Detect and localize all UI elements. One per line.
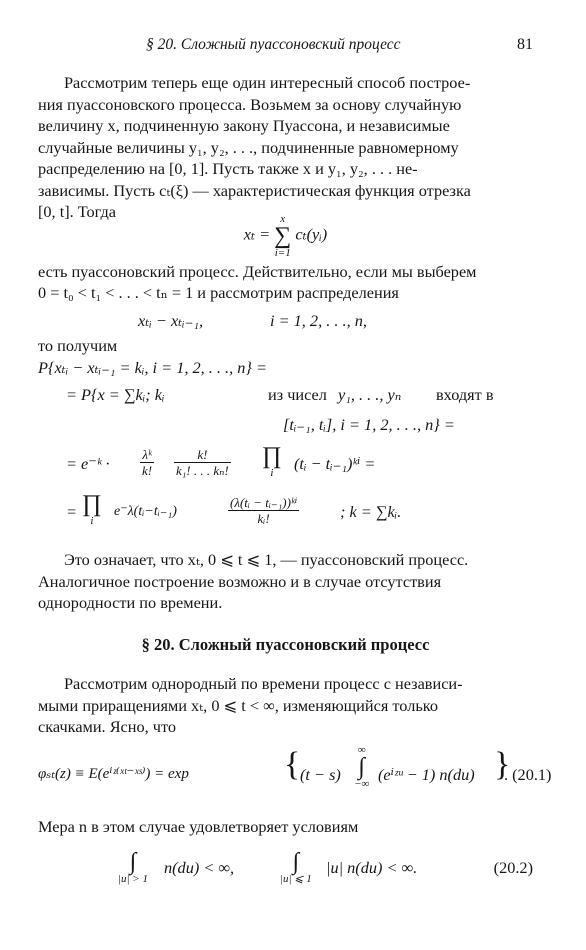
text-line: однородности по времени. [38,593,223,612]
distribution-line-5-exp: e⁻λ(tᵢ−tᵢ₋₁) [114,504,177,519]
integral-operator [118,851,148,885]
text-line: скачками. Ясно, что [38,717,177,736]
product-operator [82,493,102,527]
increments-expr: xₜᵢ − xₜᵢ₋₁, [138,310,204,330]
distribution-line-1: P{xₜᵢ − xₜᵢ₋₁ = kᵢ, i = 1, 2, . . ., n} = [38,357,267,377]
fraction-numerator: (λ(tᵢ − tᵢ₋₁))ᵏⁱ [230,495,298,510]
text-line: распределению на [0, 1]. Пусть также x и y₁, y₂, . . . не- [38,159,418,178]
paragraph-compound [38,673,533,738]
text-line: мыми приращениями xₜ, 0 ⩽ t < ∞, изменяющийся только [38,695,438,715]
distribution-line-4-tail: (tᵢ − tᵢ₋₁)ᵏⁱ = [294,454,376,473]
text-line: случайные величины y₁, y₂, . . ., подчиненные равномерному [38,137,459,157]
integral-operator [280,851,312,885]
fraction-numerator: k! [174,447,231,463]
integral-symbol: ∫ [129,849,137,875]
fraction-numerator: λᵏ [140,447,154,463]
integral-lower-limit: −∞ [354,777,370,790]
text-line: Рассмотрим теперь еще один интересный способ построе- [64,73,471,92]
eq201-lhs: φₛₜ(z) ≡ E(eⁱᶻ⁽ˣᵗ⁻ˣˢ⁾) = exp [38,765,189,782]
distribution-line-4 [38,443,533,481]
equation-increments [38,310,533,332]
distribution-line-5-tail: ; k = ∑kᵢ. [340,502,402,521]
integral-domain: |u| ⩽ 1 [280,873,312,885]
pi-symbol: ∏ [262,443,282,469]
text-line: [0, t]. Тогда [38,202,117,221]
distribution-line-2-formula: = P{x = ∑kᵢ; kᵢ [66,385,165,404]
integral-domain: |u| > 1 [118,873,148,885]
equation-sum-term: cₜ(yᵢ) [295,224,328,244]
text-line: то получим [38,336,118,355]
right-brace: } [494,745,511,783]
equation-20-1 [38,743,552,806]
text-line: есть пуассоновский процесс. Действительно, если мы выберем [38,261,477,281]
fraction-denominator: k₁! . . . kₙ! [176,463,229,478]
distribution-line-4-exp: = e⁻ᵏ · [66,454,110,473]
equation-20-2 [38,851,533,899]
distribution-line-5-head: = [66,502,77,521]
text-line: зависимы. Пусть cₜ(ξ) — характеристическая функция отрезка [38,180,471,200]
product-operator [262,445,282,479]
left-brace: { [284,745,301,783]
text-line: 0 = t₀ < t₁ < . . . < tₙ = 1 и рассмотрим распределения [38,283,399,302]
running-header [38,34,533,60]
eq201-inner-b: (eⁱᶻᵘ − 1) n(du) [378,764,475,784]
paragraph-poisson [38,261,533,304]
fraction-poisson-term [228,495,299,526]
equation-sum-lhs: xₜ = [243,224,271,244]
text-line: Это означает, что xₜ, 0 ⩽ t ⩽ 1, — пуассоновский процесс. [64,550,469,569]
product-index: i [90,515,94,527]
integral-symbol: ∫ [358,753,365,780]
sum-upper-limit: x [280,212,286,225]
page-number: 81 [517,36,533,53]
distribution-line-2-vars: y₁, . . ., yₙ [338,385,402,404]
text-line: ния пуассоновского процесса. Возьмем за основу случайную [38,94,462,114]
eq202-first-integrand: n(du) < ∞, [164,858,235,877]
fraction-lambda-k [140,447,154,478]
integral-operator [354,744,369,790]
page [38,34,552,899]
equation-distribution [38,357,533,534]
sum-lower-limit: i=1 [274,246,291,259]
distribution-line-2 [38,384,533,406]
text-line: Мера n в этом случае удовлетворяет условиям [38,816,359,836]
distribution-line-5 [38,491,533,533]
eq201-inner-a: (t − s) [300,764,341,784]
equation-number-20-2: (20.2) [493,858,533,877]
integral-symbol: ∫ [292,849,300,875]
paragraph-intro [38,72,533,223]
section-heading: § 20. Сложный пуассоновский процесс [141,634,430,654]
distribution-line-2-word: из чисел [268,385,327,404]
distribution-line-3 [38,414,533,436]
pi-symbol: ∏ [82,491,102,517]
running-header-title: § 20. Сложный пуассоновский процесс [146,36,401,53]
product-index: i [270,467,274,479]
equation-number-20-1: . (20.1) [504,764,552,784]
fraction-denominator: k! [142,463,153,478]
text-line: Аналогичное построение возможно и в случае отсутствия [38,571,442,591]
summation-operator [274,213,291,259]
fraction-multinomial [174,447,231,478]
text-line: величину x, подчиненную закону Пуассона, и независимые [38,116,450,135]
distribution-line-2-word-2: входят в [436,385,494,404]
text-line: Рассмотрим однородный по времени процесс с независи- [64,674,463,693]
distribution-line-3-text: [tᵢ₋₁, tᵢ], i = 1, 2, . . ., n} = [283,414,455,434]
paragraph-conclusion [38,549,533,614]
fraction-denominator: kᵢ! [257,511,270,526]
integral-upper-limit: ∞ [357,743,366,756]
sigma-symbol: ∑ [274,222,292,249]
increments-range: i = 1, 2, . . ., n, [270,310,367,330]
eq202-second-integrand: |u| n(du) < ∞. [326,858,418,877]
